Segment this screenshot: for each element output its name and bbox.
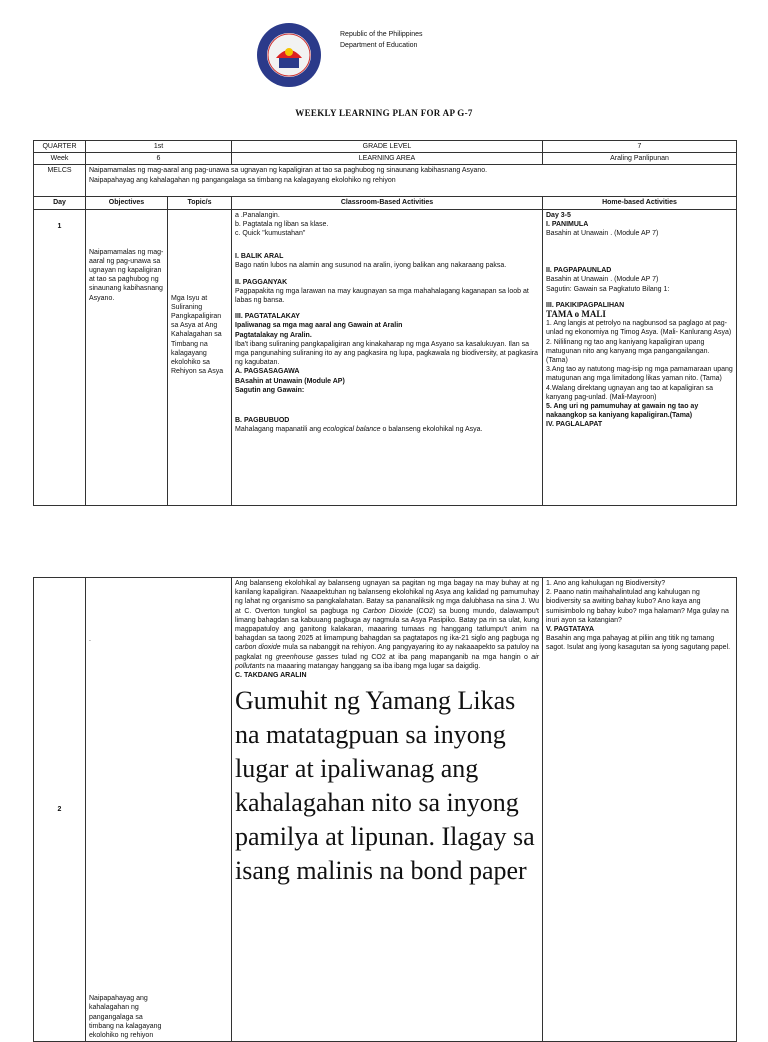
objectives-1: Naipamamalas ng mag-aaral ng pag-unawa sa ugnayan ng kapaligiran at tao sa paghubog ng sinaunang kabihasnang Asyano.	[86, 209, 168, 505]
weekly-plan-table-continued	[33, 577, 737, 1042]
quarter-value: 1st	[86, 141, 232, 153]
pagpapaunlad-text-1: Basahin at Unawain . (Module AP 7)	[546, 276, 659, 284]
item-2: 2. Nililinang ng tao ang kaniyang kapaligiran upang matugunan nito ang kanyang mga pangangailangan. (Tama)	[546, 338, 710, 365]
step-b: b. Pagtatala ng liban sa klase.	[235, 220, 329, 228]
area-label: LEARNING AREA	[232, 153, 543, 165]
melcs-2: Naipapahayag ang kahalagahan ng pangangalaga sa timbang na kalagayang ekolohiko ng rehiyon	[89, 176, 396, 184]
col-home: Home-based Activities	[543, 197, 737, 209]
republic-text: Republic of the Philippines	[340, 31, 423, 38]
heading-pagganyak: II. PAGGANYAK	[235, 278, 288, 286]
step-c: c. Quick "kumustahan"	[235, 230, 306, 238]
page-title: WEEKLY LEARNING PLAN FOR AP G-7	[295, 108, 473, 118]
objectives-dot: .	[89, 636, 91, 643]
col-classroom: Classroom-Based Activities	[232, 197, 543, 209]
melcs-text	[86, 165, 737, 197]
item-1: 1. Ang langis at petrolyo na nagbunsod sa paglago at pag-unlad ng ekonomiya ng Timog Asya. (Mali- Kanlurang Asya)	[546, 320, 732, 337]
pagganyak-text: Pagpapakita ng mga larawan na may kaugnayan sa mga mahahalagang kaganapan sa loob at labas ng bansa.	[235, 287, 529, 305]
objectives-2-text: Naipapahayag ang kahalagahan ng pangangalaga sa timbang na kalagayang ekolohiko ng rehiyon	[89, 995, 162, 1040]
question-1: 1. Ano ang kahulugan ng Biodiversity?	[546, 580, 666, 587]
pagtatalakay-text-3: Iba't ibang suliraning pangkapaligiran ang kinakaharap ng mga Asyano sa kasalukuyan. Ilan sa mga pangunahing suliraning ito ay ang pagkasira ng lupa, pagkawala ng biodiversity, at pagkasira ng kagubatan.	[235, 340, 539, 367]
item-3: 3.Ang tao ay natutong mag-isip ng mga pamamaraan upang matugunan ang mga limitadong likas yaman nito. (Tama)	[546, 366, 733, 383]
heading-balik-aral: I. BALIK ARAL	[235, 253, 284, 261]
grade-value: 7	[543, 141, 737, 153]
topics-1: Mga Isyu at Suliraning Pangkapaligiran sa Asya at Ang Kahalagahan sa Timbang na kalagayang ekolohiko sa Rehiyon sa Asya	[168, 209, 232, 505]
ecological-balance-text: Ang balanseng ekolohikal ay balanseng ugnayan sa pagitan ng mga bagay na may buhay at ng kanilang kapaligiran. Naaapektuhan ng balanseng ekolohikal ng Asya ang kalidad ng pamumuhay ng lahat ng organismo sa pangkalahatan. Batay sa pananaliksik ng mga dalubhasa na sina J. Wu at C. Overton tungkol sa pagbuga ng Carbon Dioxide (CO2) sa buong mundo, dalawampu't limang bahagdan sa kabuuang pagbuga ay nagmula sa Asya Pasipiko. Batay pa rin sa ulat, kung magpapatuloy ang ganitong kalakaran, maaaring tumaas ng hanggang tatlumpu't anim na bahagdan sa taong 2025 at limampung bahagdan sa pagtatapos ng ika-21 siglo ang pagbuga ng carbon dioxide mula sa nabanggit na rehiyon. Ang pangyayaring ito ay nakaaapekto sa patuloy na pagkalat ng greenhouse gasses tulad ng CO2 at iba pang mapanganib na mga hangin o air pollutants na maaaring matangay hanggang sa iba ibang mga lugar sa daigdig.	[235, 580, 540, 670]
col-day: Day	[34, 197, 86, 209]
question-2: 2. Paano natin maihahalintulad ang kahulugan ng biodiversity sa awiting bahay kubo? Ano kaya ang sumisimbolo ng bahay kubo? mga halaman? Mga gulay na inuri ayon sa katangian?	[546, 589, 729, 624]
heading-pagbubuod: B. PAGBUBUOD	[235, 417, 290, 425]
col-topics: Topic/s	[168, 197, 232, 209]
melcs-label: MELCS	[34, 165, 86, 197]
grade-label: GRADE LEVEL	[232, 141, 543, 153]
pagsasagawa-text-2: Sagutin ang Gawain:	[235, 386, 305, 394]
heading-pagpapaunlad: II. PAGPAPAUNLAD	[546, 267, 612, 275]
pagtatalakay-text-2: Pagtatalakay ng Aralin.	[235, 331, 312, 339]
heading-paglalapat: IV. PAGLALAPAT	[546, 421, 603, 429]
heading-pagtataya: V. PAGTATAYA	[546, 626, 595, 634]
pagtataya-text: Basahin ang mga pahayag at piliin ang titik ng tamang sagot. Isulat ang iyong kasagutan sa iyong sagutang papel.	[546, 635, 731, 652]
weekly-plan-table	[33, 140, 737, 506]
home-days: Day 3-5	[546, 211, 571, 219]
week-label: Week	[34, 153, 86, 165]
home-activities-1	[543, 209, 737, 505]
department-text: Department of Education	[340, 42, 418, 49]
balik-aral-text: Bago natin lubos na alamin ang susunod na aralin, iyong balikan ang nakaraang paksa.	[235, 262, 507, 270]
heading-panimula: I. PANIMULA	[546, 220, 589, 228]
col-objectives: Objectives	[86, 197, 168, 209]
tama-o-mali: TAMA o MALI	[546, 309, 606, 320]
heading-takdang-aralin: C. TAKDANG ARALIN	[235, 672, 307, 680]
pagsasagawa-text-1: BAsahin at Unawain (Module AP)	[235, 377, 345, 385]
classroom-activities-1	[232, 209, 543, 505]
item-5: 5. Ang uri ng pamumuhay at gawain ng tao ay nakaangkop sa kaniyang kapaligiran.(Tama)	[546, 403, 699, 420]
step-a: a .Panalangin.	[235, 211, 280, 219]
week-value: 6	[86, 153, 232, 165]
deped-seal-icon	[256, 22, 322, 88]
day-1: 1	[34, 209, 86, 505]
pagbubuod-text: Mahalagang mapanatili ang ecological balance o balanseng ekolohikal ng Asya.	[235, 426, 483, 434]
objectives-2	[86, 578, 232, 1042]
classroom-activities-2	[232, 578, 543, 1042]
heading-pagsasagawa: A. PAGSASAGAWA	[235, 368, 300, 376]
quarter-label: QUARTER	[34, 141, 86, 153]
home-activities-2	[543, 578, 737, 1042]
pagpapaunlad-text-2: Sagutin: Gawain sa Pagkatuto Bilang 1:	[546, 285, 670, 293]
heading-pakikipagpalihan: III. PAKIKIPAGPALIHAN	[546, 301, 625, 309]
pagtatalakay-text-1: Ipaliwanag sa mga mag aaral ang Gawain at Aralin	[235, 322, 403, 330]
day-2: 2	[34, 578, 86, 1042]
item-4: 4.Walang direktang ugnayan ang tao at kapaligiran sa kanyang pag-unlad. (Mali-Mayroon)	[546, 384, 714, 401]
panimula-text: Basahin at Unawain . (Module AP 7)	[546, 230, 659, 238]
melcs-1: Naipamamalas ng mag-aaral ang pag-unawa sa ugnayan ng kapaligiran at tao sa paghubog ng sinaunang kabihasnang Asyano.	[89, 167, 488, 175]
takdang-aralin-text: Gumuhit ng Yamang Likas na matatagpuan sa inyong lugar at ipaliwanag ang kahalagahan nito sa inyong pamilya at lipunan. Ilagay sa isang malinis na bond paper	[235, 686, 535, 886]
heading-pagtatalakay: III. PAGTATALAKAY	[235, 313, 300, 321]
area-value: Araling Panlipunan	[543, 153, 737, 165]
